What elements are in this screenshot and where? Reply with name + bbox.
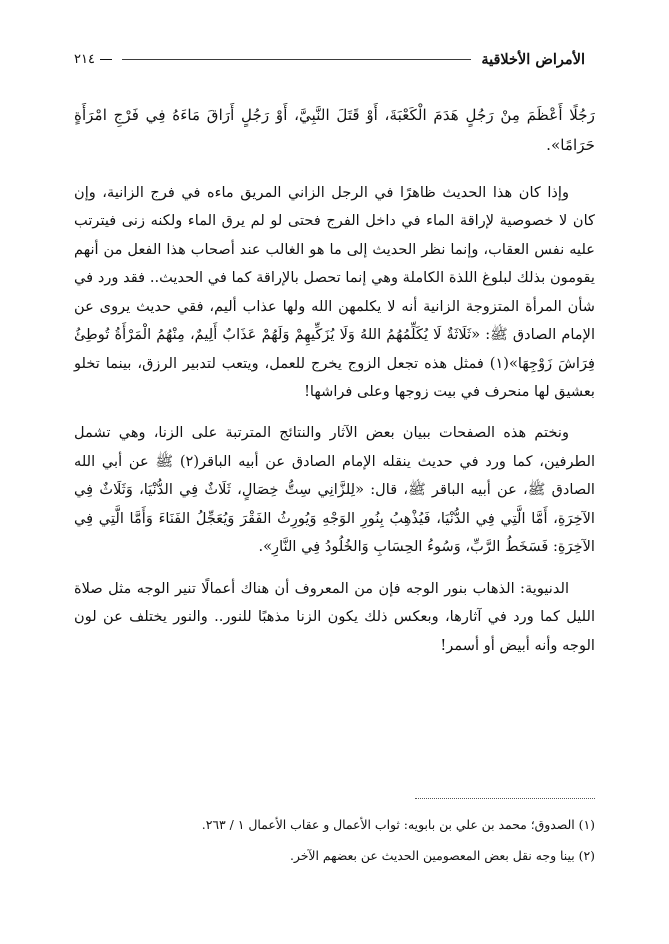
paragraph-commentary-1: وإذا كان هذا الحديث ظاهرًا في الرجل الزاني المريق ماءه في فرج الزانية، وإن كان لا خصوصية لإراقة الماء في داخل الفرج فحتى لو لم يرق الماء ولكنه زنى فيترتب عليه نفس العقاب، وإنما نظر الحديث إلى ما هو الغالب عند أصحاب هذا الفعل من أنهم يقومون بذلك لبلوغ اللذة الكاملة وهي إنما تحصل بالإراقة كما في الحديث.. فقد ورد في شأن المرأة المتزوجة الزانية أنه لا يكلمهن الله ولها عذاب أليم، فقي حديث يروى عن الإمام الصادق ﷺ: «ثَلَاثَةٌ لَا يُكَلِّمُهُمُ اللهُ وَلَا يُزَكِّيهِمْ وَلَهُمْ عَذَابٌ أَلِيمٌ، مِنْهُمُ الْمَرْأَةُ تُوطِئُ فِرَاشَ زَوْجِهَا»(١) فمثل هذه تجعل الزوج يخرج للعمل، ويتعب لتدبير الرزق، بينما تخلو بعشيق لها منحرف في بيت زوجها وعلى فراشها! [74,183,595,400]
paragraph-commentary-2: ونختم هذه الصفحات ببيان بعض الآثار والنتائج المترتبة على الزنا، وهي تشمل الطرفين، كما ورد في حديث ينقله الإمام الصادق عن أبيه الباقر(٢) ﷺ عن أبي الله الصادق ﷺ، عن أبيه الباقر ﷺ، قال: «لِلزَّانِي سِتُّ خِصَالٍ، ثَلَاثٌ فِي الدُّنْيَا، وَثَلَاثٌ فِي الآخِرَةِ، أَمَّا الَّتِي فِي الدُّنْيَا، فَيُذْهِبُ بِنُورِ الوَجْهِ وَيُورِثُ الفَقْرَ وَيُعَجِّلُ الفَنَاءَ وَأَمَّا الَّتِي فِي الآخِرَةِ: فَسَخَطُ الرَّبِّ، وَسُوءُ الحِسَابِ وَالخُلُودُ فِي النَّارِ». [74,424,595,556]
page-number-value: ٢١٤ [74,51,95,67]
footnote-separator [415,798,595,799]
paragraph-quoted-hadith: رَجُلًا أَعْظَمَ مِنْ رَجُلٍ هَدَمَ الْكَعْبَةَ، أَوْ قَتَلَ النَّبِيَّ، أَوْ رَجُلٍ أَرَاقَ مَاءَهُ فِي فَرْجِ امْرَأَةٍ حَرَامًا». [74,106,595,155]
page-header-title: الأمراض الأخلاقية [481,50,585,68]
page-header [74,46,595,72]
page-number-dash [100,59,112,60]
footnote-1: (١) الصدوق؛ محمد بن علي بن بابويه: ثواب الأعمال و عقاب الأعمال ١ / ٢٦٣. [201,816,595,832]
paragraph-commentary-3: الدنيوية: الذهاب بنور الوجه فإن من المعروف أن هناك أعمالًا تنير الوجه مثل صلاة الليل كما ورد في آثارها، وبعكس ذلك يكون الزنا مذهبًا للنور.. والنور يختلف عن لون الوجه وأنه أبيض أو أسمر! [74,579,595,654]
header-rule [122,59,471,60]
footnotes-section [74,814,595,876]
footnote-2: (٢) بينا وجه نقل بعض المعصومين الحديث عن بعضهم الآخر. [289,847,595,863]
page-number [74,52,122,67]
page-body [74,100,595,673]
page-header-row [74,51,595,68]
